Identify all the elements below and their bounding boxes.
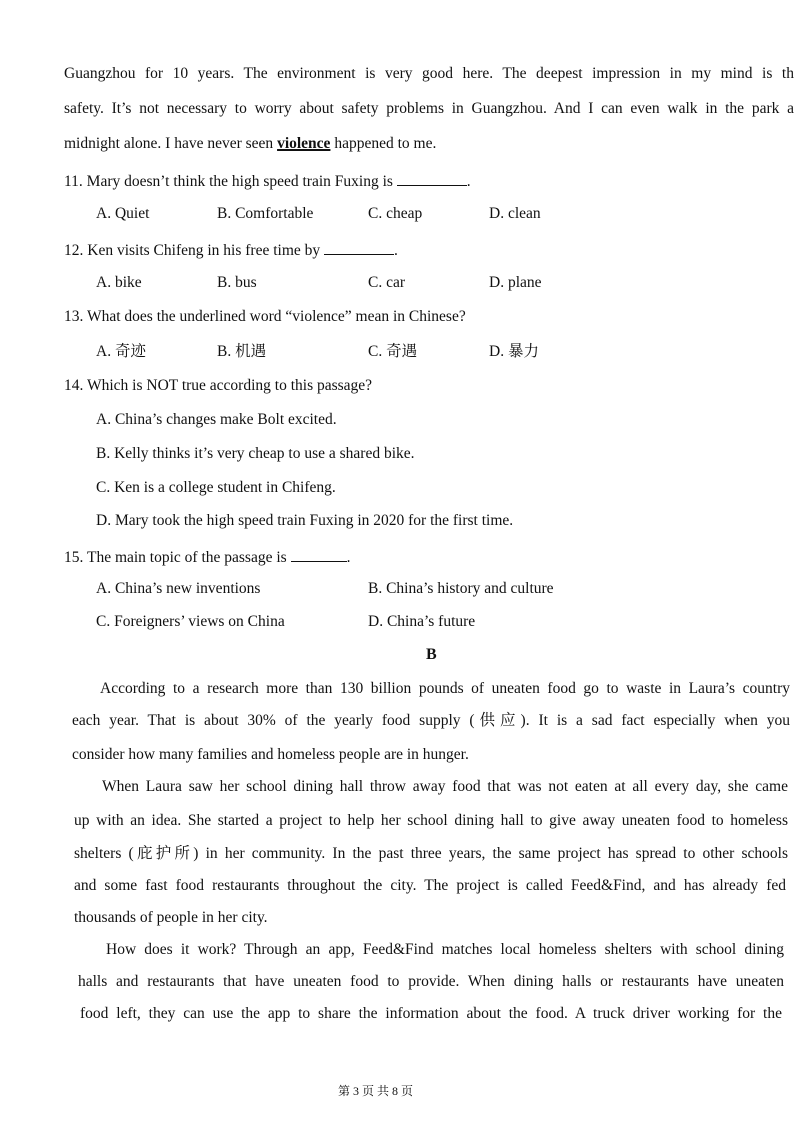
question-11-option-a: A. Quiet bbox=[96, 205, 150, 222]
section-b-p1-line-3: consider how many families and homeless people are in hunger. bbox=[72, 746, 469, 763]
question-13-stem bbox=[64, 307, 466, 327]
question-12-text: 12. Ken visits Chifeng in his free time by bbox=[64, 242, 325, 259]
question-14-option-c: C. Ken is a college student in Chifeng. bbox=[96, 479, 336, 496]
question-12-option-d: D. plane bbox=[489, 274, 542, 291]
question-11-option-b: B. Comfortable bbox=[217, 205, 314, 222]
passage-a-line-1: Guangzhou for 10 years. The environment is very good here. The deepest impression in my mind is th bbox=[64, 65, 794, 82]
section-b-p2-line-4: and some fast food restaurants throughout the city. The project is called Feed&Find, and has already fed bbox=[74, 877, 786, 894]
question-15-end: . bbox=[346, 549, 351, 566]
question-13-option-a: A. 奇迹 bbox=[96, 343, 146, 360]
question-13-text: 13. What does the underlined word “violence” mean in Chinese? bbox=[64, 308, 466, 325]
question-11-end: . bbox=[466, 173, 471, 190]
section-b-p3-line-1: How does it work? Through an app, Feed&Find matches local homeless shelters with school dining bbox=[106, 941, 784, 958]
passage-a-line-3-pre: midnight alone. I have never seen bbox=[64, 135, 278, 152]
question-14-option-b: B. Kelly thinks it’s very cheap to use a shared bike. bbox=[96, 445, 415, 462]
passage-a-line-3 bbox=[64, 134, 436, 154]
question-11-text: 11. Mary doesn’t think the high speed train Fuxing is bbox=[64, 173, 397, 190]
question-14-text: 14. Which is NOT true according to this passage? bbox=[64, 377, 373, 394]
question-12-stem bbox=[64, 238, 398, 261]
section-b-p2-line-3: shelters (庇护所) in her community. In the past three years, the same project has spread to other schools bbox=[74, 845, 788, 862]
question-13-option-b: B. 机遇 bbox=[217, 343, 267, 360]
section-b-p1-line-1: According to a research more than 130 billion pounds of uneaten food go to waste in Laura’s country bbox=[100, 680, 790, 697]
question-12-option-c: C. car bbox=[368, 274, 406, 291]
question-11-stem bbox=[64, 169, 471, 192]
answer-blank bbox=[291, 545, 347, 562]
question-14-option-d: D. Mary took the high speed train Fuxing in 2020 for the first time. bbox=[96, 512, 514, 529]
question-13-option-d: D. 暴力 bbox=[489, 343, 539, 360]
section-b-p3-line-3: food left, they can use the app to share the information about the food. A truck driver working for the bbox=[80, 1005, 782, 1022]
question-12-option-a: A. bike bbox=[96, 274, 142, 291]
section-b-p1-line-2: each year. That is about 30% of the yearly food supply (供应). It is a sad fact especially when you bbox=[72, 712, 790, 729]
passage-a-line-2: safety. It’s not necessary to worry about safety problems in Guangzhou. And I can even walk in the park a bbox=[64, 100, 794, 117]
question-12-end: . bbox=[394, 242, 398, 259]
answer-blank bbox=[324, 238, 394, 255]
section-b-p2-line-2: up with an idea. She started a project to help her school dining hall to give away uneaten food to homeless bbox=[74, 812, 788, 829]
underlined-word-violence: violence bbox=[277, 135, 331, 152]
page-number: 第 3 页 共 8 页 bbox=[338, 1084, 414, 1098]
question-15-option-b: B. China’s history and culture bbox=[368, 580, 554, 597]
question-15-text: 15. The main topic of the passage is bbox=[64, 549, 291, 566]
question-15-stem bbox=[64, 545, 350, 568]
answer-blank bbox=[397, 169, 467, 186]
question-11-option-d: D. clean bbox=[489, 205, 541, 222]
question-15-option-c: C. Foreigners’ views on China bbox=[96, 613, 285, 630]
question-12-option-b: B. bus bbox=[217, 274, 257, 291]
section-b-p2-line-5: thousands of people in her city. bbox=[74, 909, 268, 926]
question-13-option-c: C. 奇遇 bbox=[368, 343, 418, 360]
section-b-p3-line-2: halls and restaurants that have uneaten food to provide. When dining halls or restaurants have uneaten bbox=[78, 973, 784, 990]
question-14-option-a: A. China’s changes make Bolt excited. bbox=[96, 411, 337, 428]
question-15-option-d: D. China’s future bbox=[368, 613, 476, 630]
question-11-option-c: C. cheap bbox=[368, 205, 423, 222]
passage-a-line-3-post: happened to me. bbox=[330, 135, 437, 152]
section-b-title: B bbox=[426, 646, 437, 663]
question-15-option-a: A. China’s new inventions bbox=[96, 580, 261, 597]
section-b-p2-line-1: When Laura saw her school dining hall throw away food that was not eaten at all every day, she came bbox=[102, 778, 788, 795]
question-14-stem bbox=[64, 376, 372, 396]
